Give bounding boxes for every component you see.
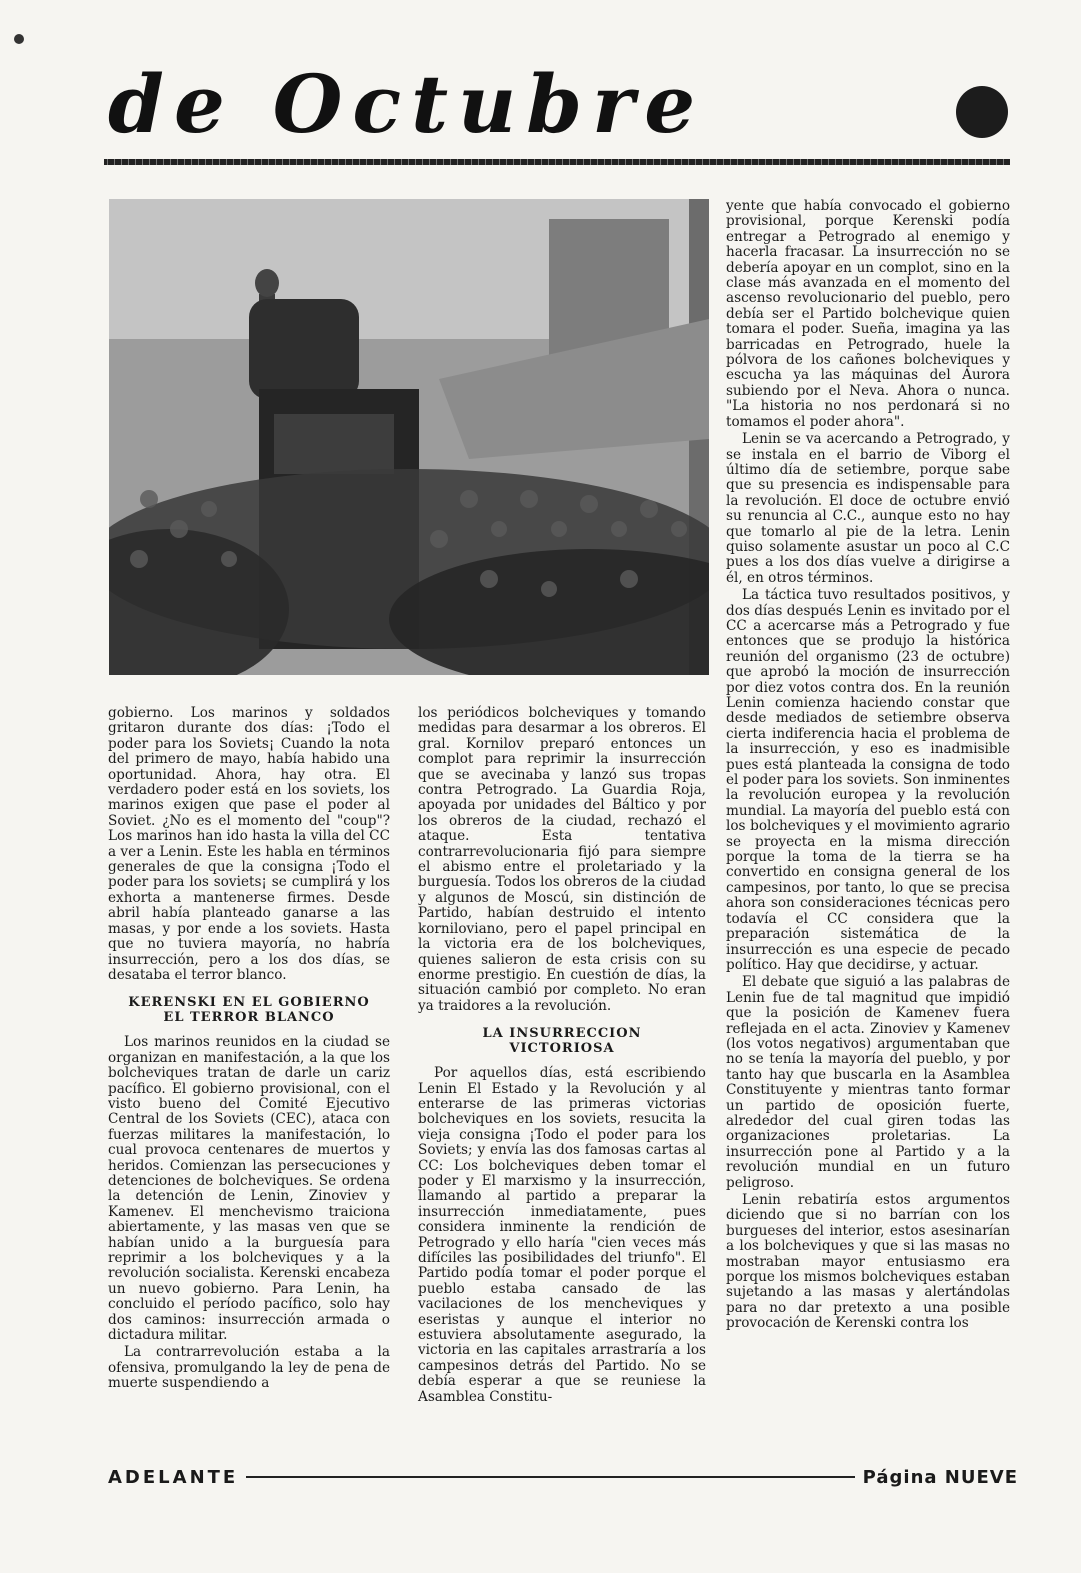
col2-paragraph-1: los periódicos bolcheviques y tomando medidas para desarmar a los obreros. El gral. Kornilov preparó entonces un complot para reprimir la insurrección que se avecinaba y lanzó sus tropas contra Petrogrado. La Guardia Roja, apoyada por unidades del Báltico y por los obreros de la ciudad, rechazó el ataque. Esta tentativa contrarrevolucionaria fijó para siempre el abismo entre el proletariado y la burguesía. Todos los obreros de la ciudad y algunos de Moscú, sin distinción de Partido, habían destruido el intento korniloviano, pero el papel principal en la victoria era de los bolcheviques, quienes salieron de esta crisis con su enorme prestigio. En cuestión de días, la situación cambió por completo. No eran ya traidores a la revolución. <box>418 705 706 1014</box>
footer-rule <box>246 1476 854 1478</box>
masthead-title: de Octubre <box>108 57 706 151</box>
col2-heading-line1: LA INSURRECCION <box>482 1026 642 1042</box>
column-2 <box>418 706 706 1407</box>
column-1 <box>108 706 390 1394</box>
page-footer <box>108 1465 1018 1489</box>
col2-heading <box>418 1026 706 1056</box>
col1-paragraph-2: Los marinos reunidos en la ciudad se organizan en manifestación, a la que los bolcheviques tratan de darle un cariz pacífico. El gobierno provisional, con el visto bueno del Comité Ejecutivo Central de los Soviets (CEC), ataca con fuerzas militares la manifestación, lo cual provoca centenares de muertos y heridos. Comienzan las persecuciones y detenciones de bolcheviques. Se ordena la detención de Lenin, Zinoviev y Kamenev. El menchevismo traiciona abiertamente, y las masas ven que se habían unido a la burguesía para reprimir a los bolcheviques y a la revolución socialista. Kerenski encabeza un nuevo gobierno. Para Lenin, ha concluido el período pacífico, solo hay dos caminos: insurrección armada o dictadura militar. <box>108 1034 390 1344</box>
ink-speck <box>14 34 24 44</box>
col3-paragraph-5: Lenin rebatiría estos argumentos diciendo que si no barrían con los burgueses del interior, estos asesinarían a los bolcheviques y que si las masas no mostraban mayor entusiasmo era porque los mismos bolcheviques estaban sujetando a las masas y alertándolas para no dar pretexto a una posible provocación de Kerenski contra los <box>726 1192 1010 1332</box>
footer-publication: ADELANTE <box>108 1466 239 1488</box>
photo-speaker-crowd <box>109 199 709 675</box>
col2-paragraph-2: Por aquellos días, está escribiendo Lenin El Estado y la Revolución y al enterarse de las primeras victorias bolcheviques en los soviets, resucita la vieja consigna ¡Todo el poder para los Soviets; y envía las dos famosas cartas al CC: Los bolcheviques deben tomar el poder y El marxismo y la insurrección, llamando al partido a preparar la insurrección inmediatamente, pues considera inminente la rendición de Petrogrado y ello haría "cien veces más difíciles las posibilidades del triunfo". El Partido podía tomar el poder porque el pueblo estaba cansado de las vacilaciones de los mencheviques y eseristas y aunque el interior no estuviera absolutamente asegurado, la victoria en las capitales arrastraría a los campesinos detrás del Partido. No se debía esperar a que se reuniese la Asamblea Constitu- <box>418 1065 706 1405</box>
col3-paragraph-4: El debate que siguió a las palabras de Lenin fue de tal magnitud que impidió que la posición de Kamenev fuera reflejada en el acta. Zinoviev y Kamenev (los votos negativos) argumentaban que no se tenía la mayoría del pueblo, y por tanto hay que buscarla en la Asamblea Constituyente y mientras tanto formar un partido de oposición fuerte, alrededor del cual giren todas las organizaciones proletarias. La insurrección pone al Partido y a la revolución mundial en un futuro peligroso. <box>726 974 1010 1191</box>
col1-heading-line1: KERENSKI EN EL GOBIERNO <box>128 995 370 1011</box>
masthead-rule <box>104 159 1010 165</box>
col1-paragraph-1: gobierno. Los marinos y soldados gritaron durante dos días: ¡Todo el poder para los Soviets¡ Cuando la nota del primero de mayo, había habido una oportunidad. Ahora, hay otra. El verdadero poder está en los soviets, los marinos exigen que pase el poder al Soviet. ¿No es el momento del "coup"? Los marinos han ido hasta la villa del CC a ver a Lenin. Este les habla en términos generales de que la consigna ¡Todo el poder para los soviets¡ se cumplirá y los exhorta a mantenerse firmes. Desde abril había planteado ganarse a las masas, y por ende a los soviets. Hasta que no tuviera mayoría, no habría insurrección, pero a los dos días, se desataba el terror blanco. <box>108 705 390 983</box>
col3-paragraph-2: Lenin se va acercando a Petrogrado, y se instala en el barrio de Viborg el último día de setiembre, porque sabe que su presencia es indispensable para la revolución. El doce de octubre envió su renuncia al C.C., aunque esto no hay que tomarlo al pie de la letra. Lenin quiso solamente asustar un poco al C.C pues a los dos días vuelve a dirigirse a él, en otros términos. <box>726 431 1010 586</box>
col3-paragraph-1: yente que había convocado el gobierno provisional, porque Kerenski podía entregar a Petrogrado al enemigo y hacerla fracasar. La insurrección no se debería apoyar en un complot, sino en la clase más avanzada en el momento del ascenso revolucionario del pueblo, pero debía ser el Partido bolchevique quien tomara el poder. Sueña, imagina ya las barricadas en Petrogrado, huele la pólvora de los cañones bolcheviques y escucha ya las máquinas del Aurora subiendo por el Neva. Ahora o nunca. "La historia no nos perdonará si no tomamos el poder ahora". <box>726 198 1010 430</box>
photo-illustration <box>109 199 709 675</box>
masthead <box>108 58 948 150</box>
col1-heading <box>108 995 390 1025</box>
col1-paragraph-3: La contrarrevolución estaba a la ofensiva, promulgando la ley de pena de muerte suspendiendo a <box>108 1344 390 1392</box>
col3-paragraph-3: La táctica tuvo resultados positivos, y dos días después Lenin es invitado por el CC a acercarse más a Petrogrado y fue entonces que se produjo la histórica reunión del organismo (23 de octubre) que aprobó la moción de insurrección por diez votos contra dos. En la reunión Lenin comienza haciendo constar que desde mediados de setiembre observa cierta indiferencia hacia el problema de la insurrección, y eso es inadmisible pues está planteada la consigna de todo el poder para los soviets. Son inminentes la revolución europea y la revolución mundial. La mayoría del pueblo está con los bolcheviques y el movimiento agrario se proyecta en la misma dirección porque la toma de la tierra se ha convertido en consigna general de los campesinos, por tanto, lo que se precisa ahora son consideraciones técnicas pero todavía el CC considera que la preparación sistemática de la insurrección es una especie de pecado político. Hay que decidirse, y actuar. <box>726 587 1010 973</box>
col1-heading-line2: EL TERROR BLANCO <box>163 1010 335 1026</box>
column-3 <box>726 199 1010 1334</box>
col2-heading-line2: VICTORIOSA <box>509 1041 615 1057</box>
masthead-bullet-icon <box>956 86 1008 138</box>
footer-page-number: Página NUEVE <box>862 1466 1018 1488</box>
